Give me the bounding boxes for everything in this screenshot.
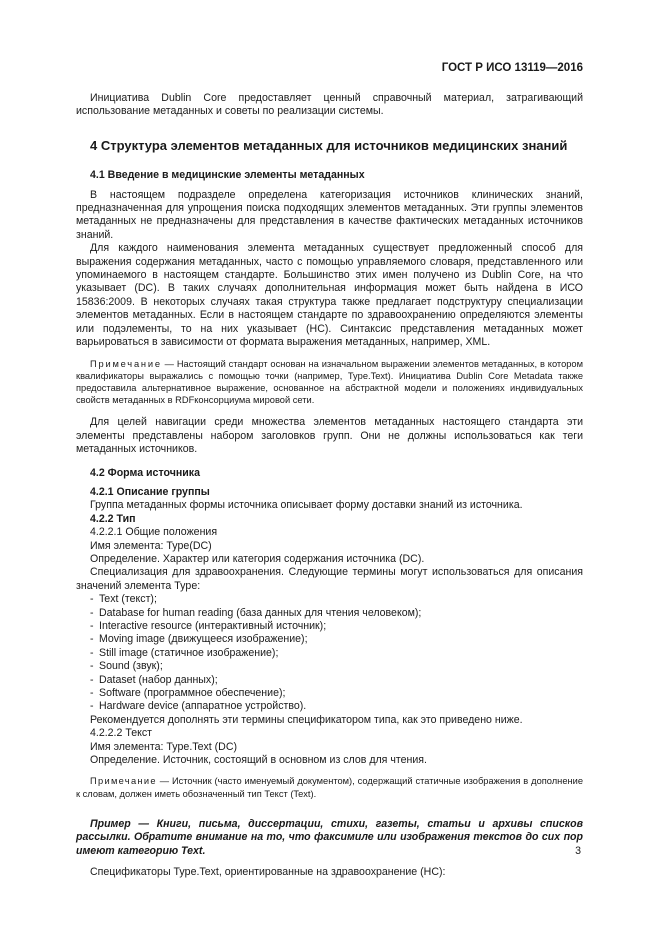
list-item: - Dataset (набор данных); — [90, 673, 218, 686]
section-4-1-heading: 4.1 Введение в медицинские элементы метаданных — [90, 169, 365, 182]
note-2 — [76, 775, 583, 799]
note-2-text: — Источник (часто именуемый документом), содержащий статичные изображения в дополнение к словам, должен иметь обозначенный тип Текст (Text). — [76, 776, 583, 799]
page-number: 3 — [575, 845, 581, 857]
list-item: - Still image (статичное изображение); — [90, 646, 279, 659]
element-name-type-text: Имя элемента: Type.Text (DC) — [90, 740, 237, 753]
specialization-text: Специализация для здравоохранения. Следующие термины могут использоваться для описания значений элемента Type: — [76, 566, 583, 592]
section-4-2-2-heading: 4.2.2 Тип — [90, 512, 136, 525]
section-4-2-1-heading: 4.2.1 Описание группы — [90, 485, 210, 498]
standard-header: ГОСТ Р ИСО 13119—2016 — [441, 62, 583, 74]
section-4-2-heading: 4.2 Форма источника — [90, 466, 200, 479]
section-4-2-2-1-heading: 4.2.2.1 Общие положения — [90, 526, 218, 539]
intro-paragraph: Инициатива Dublin Core предоставляет ценный справочный материал, затрагивающий использование метаданных и советы по реализации системы. — [76, 92, 583, 118]
note-2-label: Примечание — [90, 776, 157, 787]
list-item: - Software (программное обеспечение); — [90, 687, 286, 700]
definition-type: Определение. Характер или категория содержания источника (DC). — [90, 552, 425, 565]
page-content — [76, 92, 583, 880]
hc-specifiers-text: Спецификаторы Type.Text, ориентированные на здравоохранение (HC): — [90, 866, 446, 879]
section-4-2-2-2-heading: 4.2.2.2 Текст — [90, 727, 153, 740]
section-4-heading: 4 Структура элементов метаданных для источников медицинских знаний — [90, 137, 568, 153]
example-text: Пример — Книги, письма, диссертации, стихи, газеты, статьи и архивы списков рассылки. Обратите внимание на то, что факсимиле или изображения текстов до сих пор имеют категорию Text. — [76, 817, 583, 857]
section-4-2-1-text: Группа метаданных формы источника описывает форму доставки знаний из источника. — [90, 499, 523, 512]
note-1-text: — Настоящий стандарт основан на изначальном выражении элементов метаданных, в котором квалификаторы выражались с помощью точки (например, Type.Text). Инициатива Dublin Core Metadata также предоставила альтернативное выражение, основанное на абстрактной модели и положениях индивидуальных свойств метаданных в RDFконсорциума мировой сети. — [76, 358, 583, 406]
type-terms-list — [76, 593, 583, 714]
note-1 — [76, 358, 583, 407]
list-item: - Text (текст); — [90, 593, 157, 606]
list-item: - Hardware device (аппаратное устройство). — [90, 700, 307, 713]
list-item: - Database for human reading (база данных для чтения человеком); — [90, 606, 422, 619]
note-1-label: Примечание — [90, 358, 162, 369]
definition-type-text: Определение. Источник, состоящий в основном из слов для чтения. — [90, 754, 427, 767]
paragraph-4-1-a: В настоящем подразделе определена категоризация источников клинических знаний, предназначенная для упрощения поиска подходящих элементов метаданных. Эти группы элементов метаданных не предназначены для представления в качестве фактических метаданных источников знаний. — [76, 188, 583, 241]
recommendation-text: Рекомендуется дополнять эти термины спецификатором типа, как это приведено ниже. — [90, 713, 523, 726]
list-item: - Sound (звук); — [90, 660, 163, 673]
element-name-type: Имя элемента: Type(DC) — [90, 539, 212, 552]
list-item: - Interactive resource (интерактивный источник); — [90, 620, 327, 632]
list-item: - Moving image (движущееся изображение); — [90, 633, 308, 646]
paragraph-4-1-c: Для целей навигации среди множества элементов метаданных настоящего стандарта эти элементы представлены набором заголовков групп. Они не должны использоваться как теги метаданных источников. — [76, 416, 583, 456]
paragraph-4-1-b: Для каждого наименования элемента метаданных существует предложенный способ для выражения содержания метаданных, часто с помощью управляемого словаря, представленного или упоминаемого в настоящем стандарте. Большинство этих имен получено из Dublin Core, на что указывает (DC). В таких случаях дополнительная информация может быть найдена в ИСО 15836:2009. В некоторых случаях такая структура также предлагает подструктуру специализации элементов метаданных. Если в настоящем стандарте по здравоохранению определяются элементы или подэлементы, то на них указывает (HC). Синтаксис представления метаданных может варьироваться в зависимости от формата выражения метаданных, например, XML. — [76, 242, 583, 349]
